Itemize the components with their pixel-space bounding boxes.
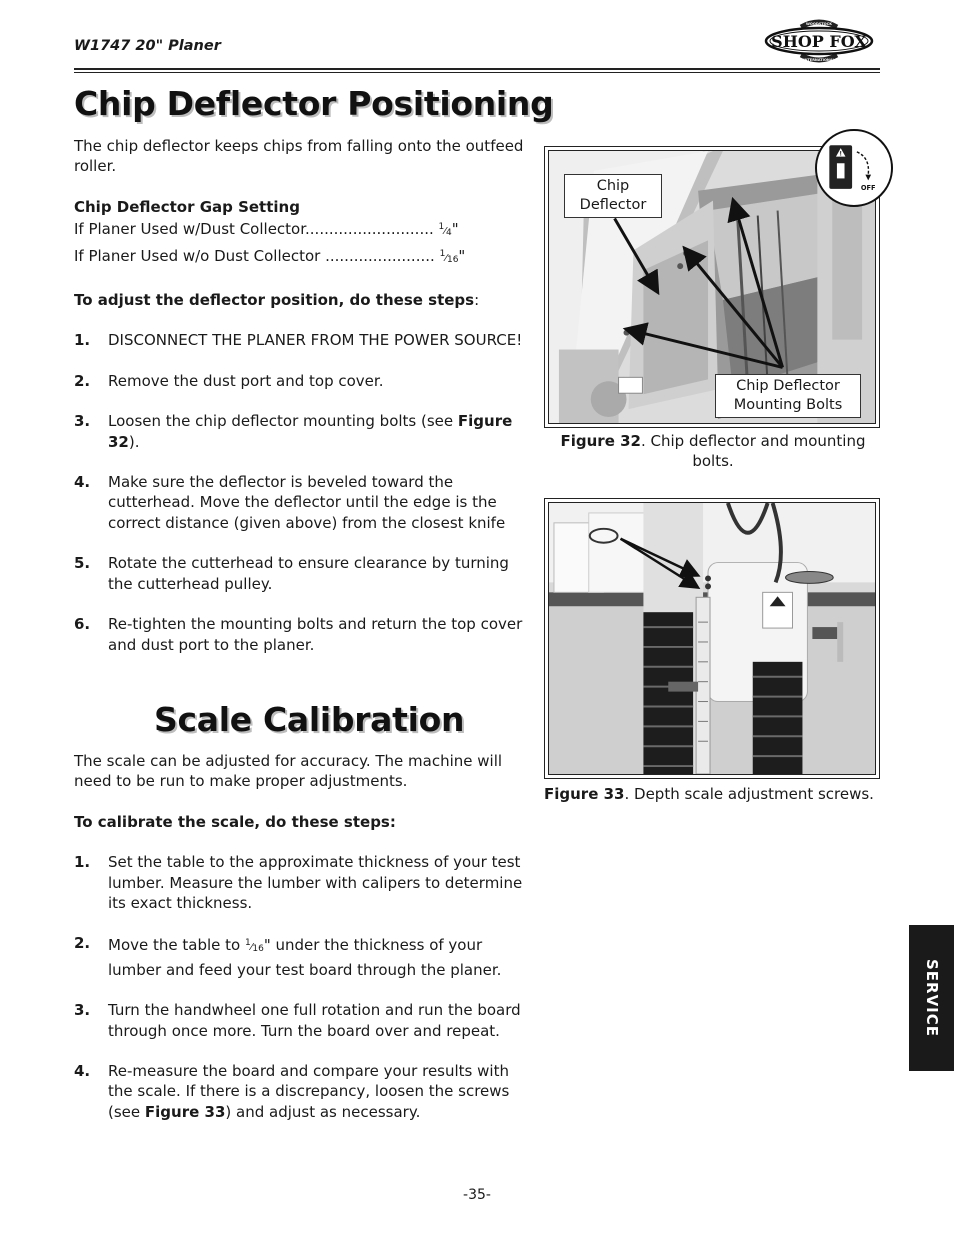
list-item: 3. Loosen the chip deflector mounting bolts (see Figure 32). xyxy=(74,412,513,451)
figure-32-caption: Figure 32. Chip deflector and mounting bolts. xyxy=(560,432,866,470)
disconnect-power-icon xyxy=(815,129,893,207)
figure-33-caption: Figure 33. Depth scale adjustment screws. xyxy=(544,785,874,803)
section-tab-service[interactable]: SERVICE xyxy=(909,925,954,1071)
list-item: 3. Turn the handwheel one full rotation and run the board through once more. Turn the board over and repeat. xyxy=(74,1001,521,1040)
list-item: 4. Re-measure the board and compare your results with the scale. If there is a discrepancy, loosen the screws (see Figure 33) and adjust as necessary. xyxy=(74,1062,510,1121)
header-model: W1747 20" Planer xyxy=(74,38,221,54)
steps-heading: To adjust the deflector position, do these steps: xyxy=(74,291,480,310)
section-title-chip-deflector: Chip Deflector Positioning xyxy=(74,84,554,123)
gap-line-2: If Planer Used w/o Dust Collector ....................... $^1⁄_{16}$" xyxy=(74,246,466,265)
gap-line-1: If Planer Used w/Dust Collector........................... $^1⁄_4$" xyxy=(74,220,459,239)
list-item: 2. Move the table to $^1⁄_{16}$" under the thickness of your lumber and feed your test board through the planer. xyxy=(74,934,502,979)
figure-33-photo xyxy=(548,502,876,775)
list-item: 5. Rotate the cutterhead to ensure clearance by turning the cutterhead pulley. xyxy=(74,554,509,593)
figure-33-frame xyxy=(544,498,880,779)
figure-32-frame xyxy=(544,146,880,428)
list-item: 2. Remove the dust port and top cover. xyxy=(74,371,384,390)
gap-heading: Chip Deflector Gap Setting xyxy=(74,197,300,216)
list-item: 6. Re-tighten the mounting bolts and return the top cover and dust port to the planer. xyxy=(74,615,523,654)
svg-text:SHOP FOX: SHOP FOX xyxy=(771,32,867,51)
list-item: 1. DISCONNECT THE PLANER FROM THE POWER SOURCE! xyxy=(74,331,523,350)
header-rule xyxy=(74,68,880,70)
shop-fox-logo xyxy=(763,18,875,64)
header-rule-thin xyxy=(74,72,880,73)
svg-text:INTERNATIONAL: INTERNATIONAL xyxy=(803,58,835,62)
section1-body xyxy=(74,136,524,655)
svg-text:!: ! xyxy=(839,151,843,158)
list-item: 1. Set the table to the approximate thickness of your test lumber. Measure the lumber with calipers to determine its exact thickness. xyxy=(74,853,523,913)
page-number: -35- xyxy=(463,1187,491,1203)
svg-text:OFF: OFF xyxy=(860,183,876,192)
calibrate-heading: To calibrate the scale, do these steps: xyxy=(74,812,396,831)
section-title-scale-calibration: Scale Calibration xyxy=(154,700,465,739)
svg-text:WOODSTOCK: WOODSTOCK xyxy=(806,22,832,26)
planer-side-illustration xyxy=(549,503,875,774)
section1-intro: The chip deflector keeps chips from falling onto the outfeed roller. xyxy=(74,137,524,176)
callout-mounting-bolts: Chip Deflector Mounting Bolts xyxy=(715,374,861,418)
callout-chip-deflector: Chip Deflector xyxy=(564,174,662,218)
list-item: 4. Make sure the deflector is beveled toward the cutterhead. Move the deflector until the edge is the correct distance (given above) from the closest knife xyxy=(74,473,506,532)
section2-body xyxy=(74,751,524,1122)
section2-intro: The scale can be adjusted for accuracy. The machine will need to be run to make proper adjustments. xyxy=(74,752,503,791)
